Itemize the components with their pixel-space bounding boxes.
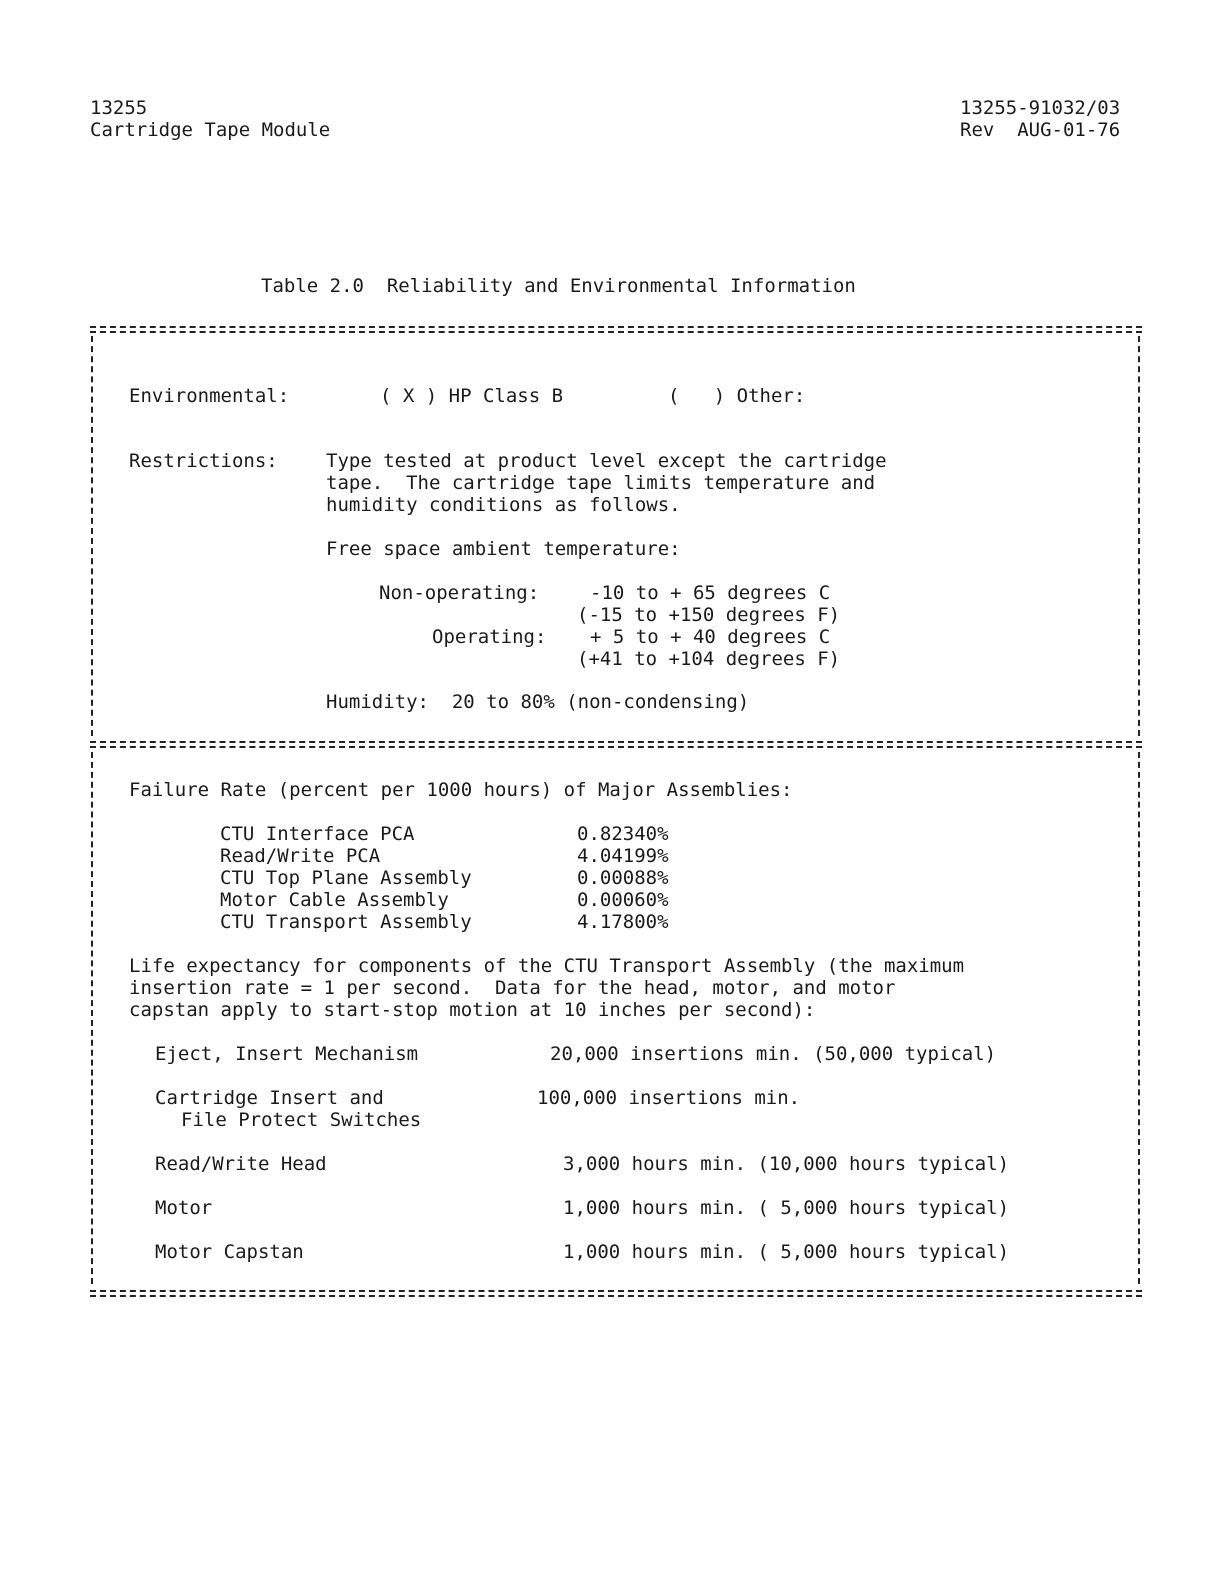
restrictions-line-1: Type tested at product level except the cartridge (326, 450, 887, 472)
life-row-value: 1,000 hours min. ( 5,000 hours typical) (563, 1241, 1010, 1263)
humidity-line: Humidity: 20 to 80% (non-condensing) (326, 691, 750, 713)
failure-row-rate: 0.00060% (577, 889, 669, 911)
table-title: Table 2.0 Reliability and Environmental Information (261, 275, 856, 297)
non-operating-fahrenheit: (-15 to +150 degrees F) (577, 604, 841, 626)
failure-row-rate: 0.00088% (577, 867, 669, 889)
free-space-heading: Free space ambient temperature: (326, 538, 681, 560)
non-operating-label: Non-operating: (379, 582, 540, 604)
environmental-label: Environmental: (129, 385, 290, 407)
failure-row-name: Read/Write PCA (220, 845, 381, 867)
operating-celsius: + 5 to + 40 degrees C (590, 626, 831, 648)
option-hp-class-b: ( X ) HP Class B (380, 385, 564, 407)
failure-row-rate: 4.17800% (577, 911, 669, 933)
non-operating-celsius: -10 to + 65 degrees C (590, 582, 831, 604)
section-divider-rule (90, 741, 1142, 743)
right-border-upper (1138, 336, 1140, 736)
life-row-value: 3,000 hours min. (10,000 hours typical) (563, 1153, 1010, 1175)
failure-row-name: CTU Transport Assembly (220, 911, 472, 933)
life-row-name: Motor (155, 1197, 213, 1219)
life-row-name: Cartridge Insert and (155, 1087, 384, 1109)
failure-rate-heading: Failure Rate (percent per 1000 hours) of Major Assemblies: (129, 779, 793, 801)
failure-row-rate: 4.04199% (577, 845, 669, 867)
life-row-value: 1,000 hours min. ( 5,000 hours typical) (563, 1197, 1010, 1219)
life-intro-line-3: capstan apply to start-stop motion at 10 inches per second): (129, 999, 816, 1021)
failure-row-rate: 0.82340% (577, 823, 669, 845)
operating-label: Operating: (432, 626, 547, 648)
table-top-rule (90, 326, 1142, 328)
left-border-upper (91, 336, 93, 736)
restrictions-line-2: tape. The cartridge tape limits temperature and (326, 472, 876, 494)
life-row-name: Motor Capstan (155, 1241, 304, 1263)
life-row-name-continued: File Protect Switches (181, 1109, 422, 1131)
restrictions-line-3: humidity conditions as follows. (326, 494, 681, 516)
life-row-name: Read/Write Head (155, 1153, 327, 1175)
failure-row-name: CTU Top Plane Assembly (220, 867, 472, 889)
table-bottom-rule (90, 1290, 1142, 1292)
doc-title: Cartridge Tape Module (90, 119, 331, 141)
life-row-name: Eject, Insert Mechanism (155, 1043, 419, 1065)
life-intro-line-1: Life expectancy for components of the CTU Transport Assembly (the maximum (129, 955, 965, 977)
part-number: 13255-91032/03 (960, 97, 1121, 119)
doc-number: 13255 (90, 97, 148, 119)
operating-fahrenheit: (+41 to +104 degrees F) (577, 648, 841, 670)
option-other: ( ) Other: (668, 385, 806, 407)
right-border-lower (1138, 752, 1140, 1284)
failure-row-name: CTU Interface PCA (220, 823, 415, 845)
life-intro-line-2: insertion rate = 1 per second. Data for the head, motor, and motor (129, 977, 896, 999)
failure-row-name: Motor Cable Assembly (220, 889, 449, 911)
life-row-value: 100,000 insertions min. (537, 1087, 801, 1109)
left-border-lower (91, 752, 93, 1284)
revision: Rev AUG-01-76 (960, 119, 1121, 141)
life-row-value: 20,000 insertions min. (50,000 typical) (550, 1043, 997, 1065)
restrictions-label: Restrictions: (129, 450, 278, 472)
